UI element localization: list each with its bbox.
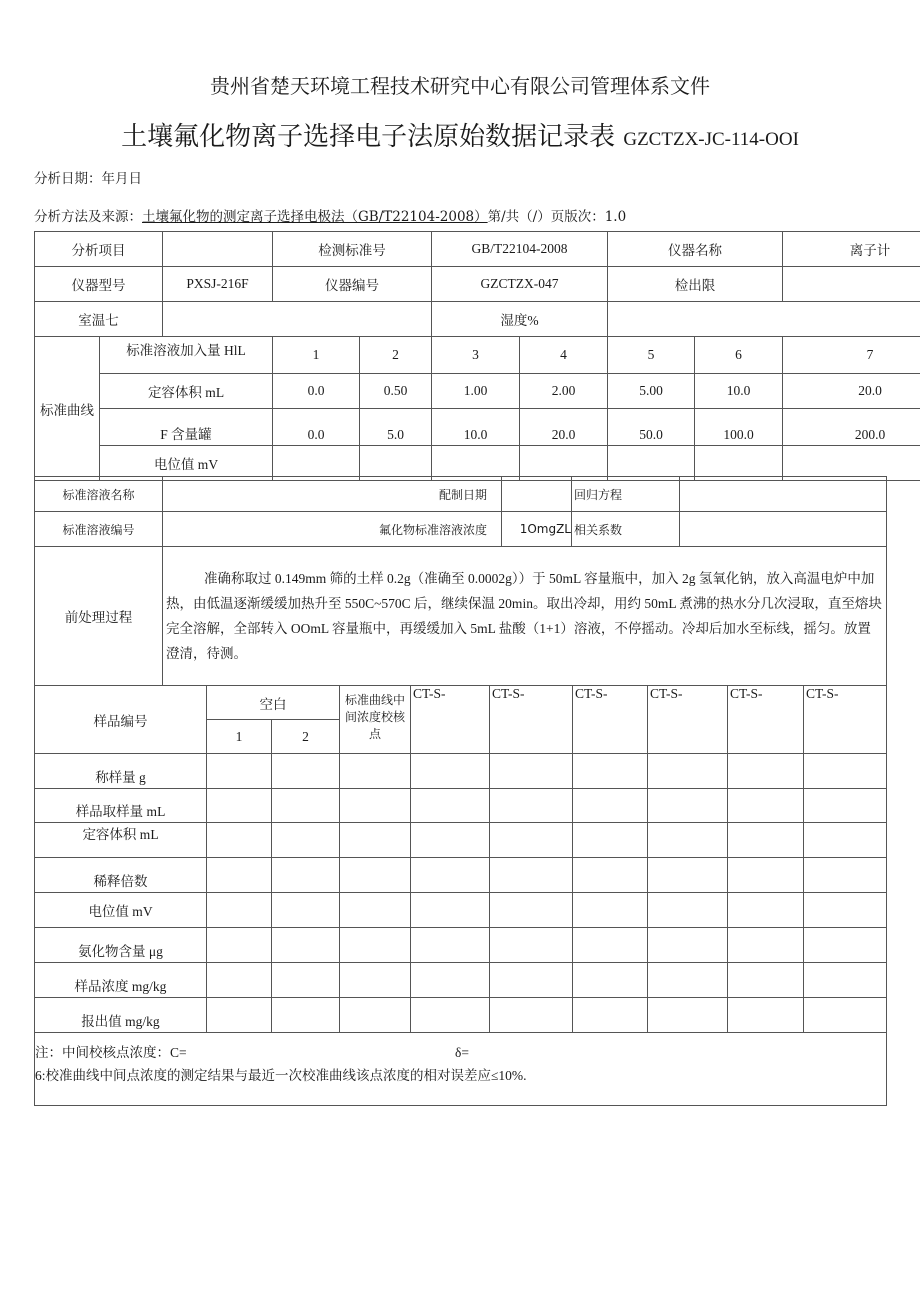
room-temp-label: 室温七 <box>35 302 163 337</box>
prep-date-label: 配制日期 <box>163 477 502 512</box>
humidity-label: 湿度% <box>432 302 608 337</box>
cell[interactable] <box>207 928 272 963</box>
form-title <box>0 116 920 153</box>
page-info: 第/共（/）页版次：1.0 <box>487 209 627 225</box>
cell[interactable] <box>573 823 648 858</box>
ct-sample-header[interactable]: CT-S- <box>728 686 804 754</box>
ct-sample-header[interactable]: CT-S- <box>648 686 728 754</box>
cell[interactable] <box>804 928 887 963</box>
cell[interactable] <box>490 823 573 858</box>
curve-point: 7 <box>783 337 920 374</box>
curve-row-points <box>35 337 920 374</box>
solution-name-label: 标准溶液名称 <box>35 477 163 512</box>
instrument-name-label: 仪器名称 <box>608 232 783 267</box>
cell[interactable] <box>490 928 573 963</box>
cell[interactable] <box>207 998 272 1033</box>
analysis-method <box>34 205 626 225</box>
curve-point: 6 <box>695 337 783 374</box>
form-code: GZCTZX-JC-114-OOI <box>623 129 799 150</box>
pretreatment-label: 前处理过程 <box>35 547 163 686</box>
method-value: 土壤氟化物的测定离子选择电极法（GB/T22104-2008） <box>142 209 488 225</box>
cell[interactable] <box>490 754 573 789</box>
ct-sample-header[interactable]: CT-S- <box>573 686 648 754</box>
curve-f-content[interactable]: 20.0 <box>520 409 608 446</box>
sample-row-label: 电位值 mV <box>35 893 207 928</box>
curve-f-content[interactable]: 50.0 <box>608 409 695 446</box>
sample-row <box>35 754 887 789</box>
cell[interactable] <box>648 789 728 823</box>
note-delta: δ= <box>455 1045 469 1060</box>
curve-volume[interactable]: 0.0 <box>273 374 360 409</box>
standard-no-label: 检测标准号 <box>273 232 432 267</box>
sample-row <box>35 893 887 928</box>
sample-row <box>35 963 887 998</box>
cell[interactable] <box>648 928 728 963</box>
curve-f-content[interactable]: 5.0 <box>360 409 432 446</box>
sample-row-label: 氨化物含量 μg <box>35 928 207 963</box>
cell[interactable] <box>340 754 411 789</box>
sample-row-label: 定容体积 mL <box>35 823 207 858</box>
cell[interactable] <box>490 998 573 1033</box>
ct-sample-header[interactable]: CT-S- <box>411 686 490 754</box>
sample-row-label: 称样量 g <box>35 754 207 789</box>
sample-row <box>35 789 887 823</box>
cell[interactable] <box>648 858 728 893</box>
blank-col-1: 1 <box>207 720 272 754</box>
cell[interactable] <box>207 754 272 789</box>
cell[interactable] <box>340 858 411 893</box>
sample-row-label: 样品浓度 mg/kg <box>35 963 207 998</box>
notes-row <box>35 1033 887 1106</box>
cell[interactable] <box>728 963 804 998</box>
cell[interactable] <box>411 858 490 893</box>
analysis-item-label: 分析项目 <box>35 232 163 267</box>
cell[interactable] <box>573 998 648 1033</box>
cell[interactable] <box>207 858 272 893</box>
cell[interactable] <box>648 823 728 858</box>
instrument-info-table <box>34 231 920 481</box>
cell[interactable] <box>272 928 340 963</box>
cell[interactable] <box>728 858 804 893</box>
cell[interactable] <box>207 789 272 823</box>
correlation-label: 相关系数 <box>572 512 680 547</box>
cell[interactable] <box>728 754 804 789</box>
cell[interactable] <box>648 963 728 998</box>
cell[interactable] <box>490 789 573 823</box>
cell[interactable] <box>207 893 272 928</box>
cell[interactable] <box>411 998 490 1033</box>
cell[interactable] <box>207 823 272 858</box>
instrument-name-value[interactable]: 离子计 <box>783 232 920 267</box>
cell[interactable] <box>648 893 728 928</box>
cell[interactable] <box>804 858 887 893</box>
row-solution-name <box>35 477 887 512</box>
curve-volume[interactable]: 10.0 <box>695 374 783 409</box>
curve-section-label: 标准曲线 <box>35 337 100 481</box>
cell[interactable] <box>804 823 887 858</box>
curve-point: 3 <box>432 337 520 374</box>
cell[interactable] <box>490 893 573 928</box>
cell[interactable] <box>490 963 573 998</box>
curve-volume[interactable]: 0.50 <box>360 374 432 409</box>
sample-row-label: 样品取样量 mL <box>35 789 207 823</box>
cell[interactable] <box>272 963 340 998</box>
instrument-model-label: 仪器型号 <box>35 267 163 302</box>
cell[interactable] <box>490 858 573 893</box>
cell[interactable] <box>411 963 490 998</box>
cell[interactable] <box>728 998 804 1033</box>
curve-volume[interactable]: 5.00 <box>608 374 695 409</box>
curve-row-label-f-content: F 含量罐 <box>100 409 273 446</box>
curve-f-content[interactable]: 100.0 <box>695 409 783 446</box>
cell[interactable] <box>272 823 340 858</box>
cell[interactable] <box>411 789 490 823</box>
ct-sample-header[interactable]: CT-S- <box>490 686 573 754</box>
cell[interactable] <box>340 963 411 998</box>
cell[interactable] <box>804 754 887 789</box>
concentration-label: 氟化物标准溶液浓度 <box>163 512 502 547</box>
analysis-item-value[interactable] <box>163 232 273 267</box>
standard-solution-table <box>34 476 887 547</box>
regression-label: 回归方程 <box>572 477 680 512</box>
cell[interactable] <box>804 963 887 998</box>
cell[interactable] <box>804 893 887 928</box>
curve-row-volume <box>35 374 920 409</box>
cell[interactable] <box>340 823 411 858</box>
cell[interactable] <box>648 754 728 789</box>
cell[interactable] <box>272 998 340 1033</box>
row-analysis-item <box>35 232 920 267</box>
sample-row <box>35 858 887 893</box>
method-label: 分析方法及来源： <box>34 209 142 225</box>
curve-f-content[interactable]: 0.0 <box>273 409 360 446</box>
cell[interactable] <box>272 754 340 789</box>
note-line-1 <box>35 1041 886 1064</box>
cell[interactable] <box>573 858 648 893</box>
cell[interactable] <box>272 893 340 928</box>
instrument-no-value[interactable]: GZCTZX-047 <box>432 267 608 302</box>
instrument-model-value[interactable]: PXSJ-216F <box>163 267 273 302</box>
row-instrument-model <box>35 267 920 302</box>
cell[interactable] <box>340 789 411 823</box>
room-temp-value[interactable] <box>163 302 432 337</box>
cell[interactable] <box>340 893 411 928</box>
pretreatment-body: 准确称取过 0.149mm 筛的土样 0.2g（准确至 0.0002g））于 50mL 容量瓶中，加入 2g 氢氧化钠，放入高温电炉中加热，由低温逐渐缓缓加热升至 550C~570C 后，继续保温 20min。取出冷却，用约 50mL 煮沸的热水分几次浸取，直至熔块完全溶解，全部转入 OOmL 容量瓶中，再缓缓加入 5mL 盐酸（1+1）溶液，不停摇动。冷却后加水至标线，摇匀。放置澄清，待测。 <box>166 571 882 661</box>
humidity-value[interactable] <box>608 302 920 337</box>
curve-point: 5 <box>608 337 695 374</box>
concentration-value[interactable]: 1OmgZL <box>502 512 572 547</box>
row-solution-number <box>35 512 887 547</box>
notes <box>35 1033 887 1106</box>
cell[interactable] <box>573 754 648 789</box>
cell[interactable] <box>573 893 648 928</box>
curve-f-content[interactable]: 10.0 <box>432 409 520 446</box>
cell[interactable] <box>340 998 411 1033</box>
pretreatment-table <box>34 546 887 686</box>
curve-volume[interactable]: 20.0 <box>783 374 920 409</box>
curve-point: 2 <box>360 337 432 374</box>
prep-date-value[interactable] <box>502 477 572 512</box>
row-room-temp <box>35 302 920 337</box>
cell[interactable] <box>573 963 648 998</box>
curve-volume[interactable]: 2.00 <box>520 374 608 409</box>
cell[interactable] <box>411 823 490 858</box>
blank-label: 空白 <box>207 686 340 720</box>
form-title-text: 土壤氟化物离子选择电子法原始数据记录表 <box>121 122 616 152</box>
solution-number-label: 标准溶液编号 <box>35 512 163 547</box>
sample-table <box>34 685 887 1106</box>
cell[interactable] <box>648 998 728 1033</box>
organization-title: 贵州省楚天环境工程技术研究中心有限公司管理体系文件 <box>210 74 710 98</box>
cell[interactable] <box>728 823 804 858</box>
cell[interactable] <box>573 789 648 823</box>
sample-row <box>35 998 887 1033</box>
sample-row-label: 报出值 mg/kg <box>35 998 207 1033</box>
cell[interactable] <box>411 928 490 963</box>
cell[interactable] <box>207 963 272 998</box>
curve-row-label-volume: 定容体积 mL <box>100 374 273 409</box>
pretreatment-text <box>163 547 887 686</box>
sample-no-label: 样品编号 <box>35 686 207 754</box>
cell[interactable] <box>728 789 804 823</box>
curve-volume[interactable]: 1.00 <box>432 374 520 409</box>
curve-row-f-content <box>35 409 920 446</box>
ct-sample-header[interactable]: CT-S- <box>804 686 887 754</box>
cell[interactable] <box>573 928 648 963</box>
curve-row-label-added: 标准溶液加入量 HlL <box>100 337 273 374</box>
cell[interactable] <box>411 754 490 789</box>
note-line-2: 6:校准曲线中间点浓度的测定结果与最近一次校准曲线该点浓度的相对误差应≤10%. <box>35 1068 527 1083</box>
curve-point: 1 <box>273 337 360 374</box>
detection-limit-value[interactable] <box>783 267 920 302</box>
cell[interactable] <box>272 789 340 823</box>
analysis-date: 分析日期：年月日 <box>34 171 142 187</box>
sample-row <box>35 928 887 963</box>
check-point-label: 标准曲线中间浓度校核点 <box>340 686 411 754</box>
sample-row-label: 稀释倍数 <box>35 858 207 893</box>
cell[interactable] <box>340 928 411 963</box>
cell[interactable] <box>728 893 804 928</box>
curve-point: 4 <box>520 337 608 374</box>
curve-f-content[interactable]: 200.0 <box>783 409 920 446</box>
cell[interactable] <box>804 789 887 823</box>
blank-col-2: 2 <box>272 720 340 754</box>
cell[interactable] <box>728 928 804 963</box>
cell[interactable] <box>804 998 887 1033</box>
sample-row <box>35 823 887 858</box>
regression-value[interactable] <box>680 477 887 512</box>
sample-header-row-1 <box>35 686 887 720</box>
detection-limit-label: 检出限 <box>608 267 783 302</box>
correlation-value[interactable] <box>680 512 887 547</box>
curve-row-label-potential: 电位值 mV <box>100 446 273 481</box>
cell[interactable] <box>411 893 490 928</box>
standard-no-value[interactable]: GB/T22104-2008 <box>432 232 608 267</box>
cell[interactable] <box>272 858 340 893</box>
note-check-concentration: 注：中间校核点浓度：C= <box>35 1045 187 1060</box>
instrument-no-label: 仪器编号 <box>273 267 432 302</box>
